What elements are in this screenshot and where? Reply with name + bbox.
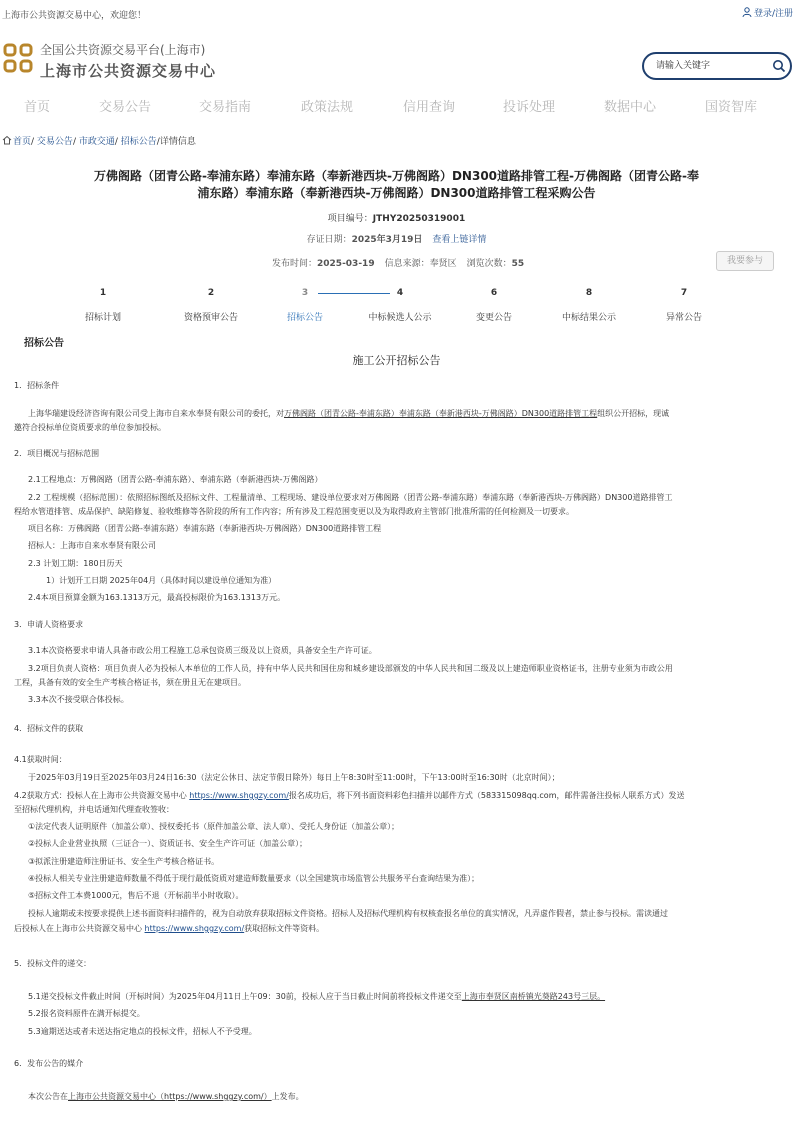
welcome-text: 上海市公共资源交易中心，欢迎您！ [2, 11, 147, 21]
item-2-1: 2.1工程地点：万佛阁路（团青公路-奉浦东路）、奉浦东路（奉新港西块-万佛阁路） [28, 475, 323, 484]
shggzy-link[interactable]: https://www.shggzy.com/ [189, 791, 289, 800]
material-3: ③拟派注册建造师注册证书、安全生产考核合格证书。 [28, 857, 220, 866]
step-label: 中标结果公示 [561, 313, 616, 323]
heading-4: 4．招标文件的获取 [14, 724, 84, 733]
nav-data-center[interactable]: 数据中心 [604, 100, 657, 115]
logo-icon[interactable] [2, 42, 34, 74]
material-4: ④投标人相关专业注册建造师数量不得低于现行最低资质对建造师数量要求（以全国建筑市场监管公共服务平台查询结果为准）； [28, 874, 480, 883]
source-value: 奉贤区 [429, 259, 457, 269]
item-3-1: 3.1本次资格要求申请人具备市政公用工程施工总承包资质三级及以上资质，具备安全生产许可证。 [28, 646, 377, 655]
page-title [40, 168, 753, 202]
views-label: 浏览次数： [466, 259, 512, 269]
nav-policies[interactable]: 政策法规 [301, 100, 354, 115]
step-prequalification[interactable] [161, 288, 261, 323]
nav-trade-notices[interactable]: 交易公告 [99, 100, 152, 115]
step-number: 8 [585, 288, 593, 298]
publish-label: 发布时间： [272, 259, 318, 269]
item-4-2-tail: 报名成功后，将下列书面资料彩色扫描并以邮件方式（583315098qq.com，邮件需备注投标人联系方式）发送 [288, 791, 685, 800]
item-4-1: 4.1获取时间： [14, 755, 67, 764]
home-icon [2, 135, 12, 145]
material-2: ②投标人企业营业执照（三证合一）、资质证书、安全生产许可证（加盖公章）； [28, 839, 308, 848]
title-line-2: 浦东路）奉浦东路（奉新港西块-万佛阁路）DN300道路排管工程采购公告 [197, 186, 596, 200]
source-label: 信息来源： [384, 259, 430, 269]
main-nav [0, 96, 793, 118]
nav-trade-guide[interactable]: 交易指南 [199, 100, 252, 115]
heading-2: 2．项目概况与招标范围 [14, 449, 100, 458]
section-title: 招标公告 [24, 338, 64, 349]
breadcrumb-municipal[interactable]: 市政交通 [78, 137, 115, 147]
item-2-4: 2.4本项目预算金额为163.1313万元，最高投标限价为163.1313万元。 [28, 593, 286, 602]
item-4-note-line-2 [14, 923, 324, 934]
site-header [0, 38, 793, 84]
blockchain-detail-link[interactable]: 查看上链详情 [432, 235, 487, 245]
nav-think-tank[interactable]: 国资智库 [705, 100, 758, 115]
item-4-2-line-2: 至招标代理机构，并电话通知代理查收签收： [14, 805, 174, 814]
item-4-2-text: 4.2获取方式：投标人在上海市公共资源交易中心 [14, 791, 187, 800]
project-number-label: 项目编号： [327, 214, 373, 224]
item-4-2-line-1 [14, 790, 685, 801]
para-1-line-2: 邀符合投标单位资质要求的单位参加投标。 [14, 423, 166, 432]
publish-date: 2025-03-19 [317, 259, 375, 269]
heading-5: 5．投标文件的递交： [14, 959, 92, 968]
top-bar [0, 0, 793, 28]
heading-6: 6．发布公告的媒介 [14, 1059, 84, 1068]
material-1: ①法定代表人证明原件（加盖公章）、授权委托书（原件加盖公章、法人章）、受托人身份证（加盖公章）； [28, 822, 400, 831]
breadcrumb: 首页/ 交易公告/ 市政交通/ 招标公告/详情信息 [2, 134, 196, 147]
step-label: 异常公告 [665, 313, 702, 323]
para-1-project: 万佛阁路（团青公路-奉浦东路）奉浦东路（奉新港西块-万佛阁路）DN300道路排管工程 [284, 409, 598, 418]
item-6-1-tail: 上发布。 [271, 1092, 304, 1101]
para-1-text: 上海华瑞建设经济咨询有限公司受上海市自来水奉贤有限公司的委托，对 [28, 409, 284, 418]
submission-address: 上海市奉贤区南桥镇光葵路243号三层。 [461, 992, 606, 1001]
user-icon [742, 7, 752, 17]
media-link[interactable]: 上海市公共资源交易中心（https://www.shggzy.com/） [68, 1092, 272, 1101]
search-input[interactable] [656, 59, 766, 73]
item-4-1-time: 于2025年03月19日至2025年03月24日16:30（法定公休日、法定节假日除外）每日上午8:30时至11:00时，下午13:00时至16:30时（北京时间）； [28, 773, 560, 782]
step-label: 资格预审公告 [183, 313, 238, 323]
platform-name: 全国公共资源交易平台(上海市) [40, 43, 206, 57]
item-2-2-line-1: 2.2 工程规模（招标范围）：依照招标图纸及招标文件、工程量清单、工程现场、建设单位要求对万佛阁路（团青公路-奉浦东路）奉浦东路（奉新港西块-万佛阁路）DN300道路排管工 [28, 493, 673, 502]
step-number: 7 [680, 288, 688, 298]
step-label: 招标计划 [84, 313, 121, 323]
process-steps [0, 288, 793, 328]
project-number [0, 211, 793, 224]
evidence-label: 存证日期： [306, 235, 352, 245]
item-4-note-text: 后投标人在上海市公共资源交易中心 [14, 924, 142, 933]
center-name: 上海市公共资源交易中心 [40, 62, 217, 80]
document-body [0, 372, 793, 1123]
join-button[interactable]: 我要参与 [716, 251, 774, 271]
step-label: 中标候选人公示 [368, 313, 432, 323]
step-label: 变更公告 [475, 313, 512, 323]
search-box [642, 52, 792, 80]
nav-credit-query[interactable]: 信用查询 [403, 100, 456, 115]
item-6-1 [28, 1091, 304, 1102]
document-title: 施工公开招标公告 [352, 354, 441, 367]
para-1-line-1 [28, 408, 669, 419]
item-5-1-text: 5.1递交投标文件截止时间（开标时间）为2025年04月11日上午09：30前，投标人应于当日截止时间前将投标文件递交至 [28, 992, 462, 1001]
views-count: 55 [511, 259, 525, 269]
step-number: 1 [99, 288, 107, 298]
step-number: 6 [490, 288, 498, 298]
step-number: 4 [396, 288, 404, 298]
step-number: 2 [207, 288, 215, 298]
project-name: 项目名称：万佛阁路（团青公路-奉浦东路）奉浦东路（奉新港西块-万佛阁路）DN300道路排管工程 [28, 524, 382, 533]
item-3-2-line-2: 工程，具备有效的安全生产考核合格证书，须在册且无在建项目。 [14, 678, 246, 687]
nav-complaints[interactable]: 投诉处理 [503, 100, 556, 115]
tenderer: 招标人：上海市自来水奉贤有限公司 [28, 541, 156, 550]
shggzy-link-2[interactable]: https://www.shggzy.com/ [144, 924, 245, 933]
breadcrumb-home[interactable]: 首页 [13, 137, 32, 147]
nav-home[interactable]: 首页 [24, 100, 51, 115]
start-date: 1）计划开工日期 2025年04月（具体时间以建设单位通知为准） [46, 576, 277, 585]
publish-info [272, 256, 524, 269]
item-4-note-line-1: 投标人逾期或未按要求提供上述书面资料扫描件的，视为自动放弃获取招标文件资格。招标人及招标代理机构有权核查报名单位的真实情况，凡弄虚作假者，禁止参与投标。需读通过 [28, 909, 668, 918]
step-exception[interactable] [634, 288, 734, 323]
step-label: 招标公告 [286, 313, 323, 323]
heading-3: 3．申请人资格要求 [14, 620, 84, 629]
breadcrumb-tender[interactable]: 招标公告 [120, 137, 157, 147]
search-icon[interactable] [772, 59, 786, 73]
login-link[interactable] [742, 6, 793, 19]
evidence-info [0, 232, 793, 245]
item-5-3: 5.3逾期送达或者未送达指定地点的投标文件，招标人不予受理。 [28, 1027, 257, 1036]
title-line-1: 万佛阁路（团青公路-奉浦东路）奉浦东路（奉新港西块-万佛阁路）DN300道路排管工程-万佛阁路（团青公路-奉 [94, 169, 699, 183]
step-tender-plan[interactable] [53, 288, 153, 323]
step-award-result[interactable] [539, 288, 639, 323]
para-1-tail: 组织公开招标，现诚 [597, 409, 670, 418]
item-2-2-line-2: 程给水管道排管、成品保护、缺陷修复、验收维修等各阶段的所有工作内容；所有涉及工程范围变更以及为取得政府主管部门批准所需的任何检测及一切要求。 [14, 507, 574, 516]
item-5-2: 5.2报名资料原件在满开标提交。 [28, 1009, 145, 1018]
item-2-3: 2.3 计划工期：180日历天 [28, 559, 123, 568]
material-5: ⑤招标文件工本费1000元，售后不退（开标前半小时收取）。 [28, 891, 244, 900]
item-5-1 [28, 991, 605, 1002]
heading-1: 1．招标条件 [14, 381, 60, 390]
item-3-3: 3.3本次不接受联合体投标。 [28, 695, 129, 704]
breadcrumb-trade-notices[interactable]: 交易公告 [36, 137, 73, 147]
evidence-date: 2025年3月19日 [351, 235, 423, 245]
active-step-line [318, 293, 390, 294]
item-4-note-tail: 获取招标文件等资料。 [244, 924, 325, 933]
breadcrumb-current: 详情信息 [159, 137, 196, 147]
project-number-value: JTHY20250319001 [372, 214, 466, 224]
item-6-1-text: 本次公告在 [28, 1092, 68, 1101]
step-number: 3 [301, 288, 309, 298]
item-3-2-line-1: 3.2项目负责人资格：项目负责人必为投标人本单位的工作人员，持有中华人民共和国住房和城乡建设部颁发的中华人民共和国二级及以上建造师职业资格证书，注册专业须为市政公用 [28, 664, 673, 673]
login-label: 登录/注册 [753, 9, 793, 19]
step-change-notice[interactable] [444, 288, 544, 323]
